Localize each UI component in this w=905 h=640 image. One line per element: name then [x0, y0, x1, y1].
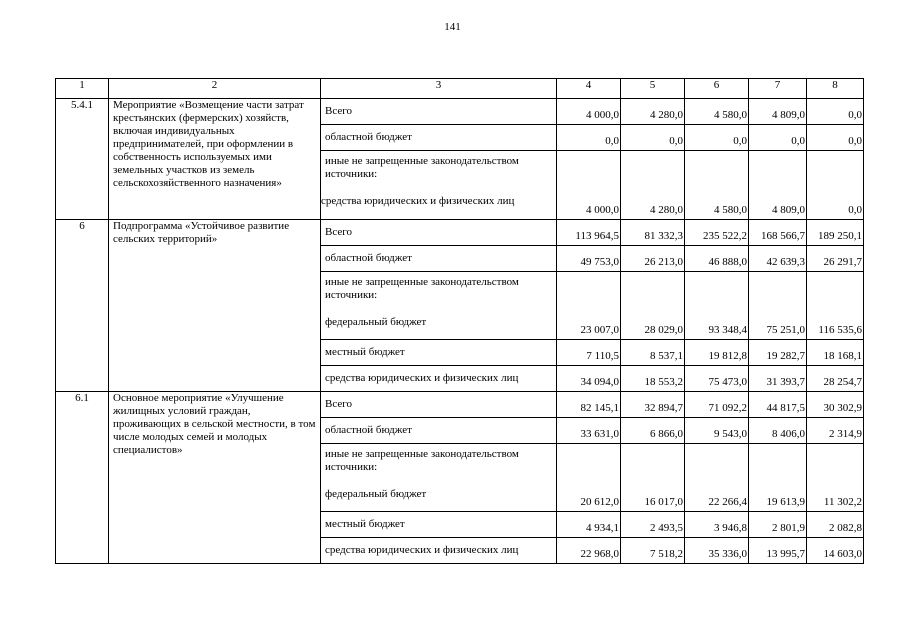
funding-source-heading: иные не запрещенные законодательством источники: — [325, 155, 519, 180]
value-cell: 75 473,0 — [685, 366, 749, 392]
value-cell: 7 518,2 — [621, 538, 685, 564]
budget-table — [55, 78, 864, 564]
value-cell: 33 631,0 — [557, 418, 621, 444]
value-cell: 9 543,0 — [685, 418, 749, 444]
section-name: Мероприятие «Возмещение части затрат крестьянских (фермерских) хозяйств, включая индивидуальных предпринимателей, при оформлении в собственность используемых ими земельных участков из земель сельскохозяйственного назначения» — [109, 99, 321, 220]
value-cell: 28 029,0 — [621, 272, 685, 340]
value-cell: 2 082,8 — [807, 512, 864, 538]
value-cell: 26 291,7 — [807, 246, 864, 272]
funding-source-group — [321, 444, 557, 512]
value-cell: 44 817,5 — [749, 392, 807, 418]
funding-source: местный бюджет — [321, 340, 557, 366]
section-name: Подпрограмма «Устойчивое развитие сельских территорий» — [109, 220, 321, 392]
header-cell: 5 — [621, 79, 685, 99]
value-cell: 31 393,7 — [749, 366, 807, 392]
funding-source: Всего — [321, 392, 557, 418]
value-cell: 7 110,5 — [557, 340, 621, 366]
funding-source: областной бюджет — [321, 418, 557, 444]
value-cell: 4 280,0 — [621, 151, 685, 220]
value-cell: 81 332,3 — [621, 220, 685, 246]
section-code: 5.4.1 — [56, 99, 109, 220]
funding-source: областной бюджет — [321, 246, 557, 272]
value-cell: 113 964,5 — [557, 220, 621, 246]
value-cell: 93 348,4 — [685, 272, 749, 340]
value-cell: 4 934,1 — [557, 512, 621, 538]
value-cell: 235 522,2 — [685, 220, 749, 246]
value-cell: 4 809,0 — [749, 99, 807, 125]
value-cell: 34 094,0 — [557, 366, 621, 392]
value-cell: 4 580,0 — [685, 99, 749, 125]
value-cell: 42 639,3 — [749, 246, 807, 272]
value-cell: 16 017,0 — [621, 444, 685, 512]
value-cell: 32 894,7 — [621, 392, 685, 418]
table-row — [56, 220, 864, 246]
value-cell: 14 603,0 — [807, 538, 864, 564]
value-cell: 28 254,7 — [807, 366, 864, 392]
value-cell: 18 553,2 — [621, 366, 685, 392]
funding-source-group — [321, 272, 557, 340]
value-cell: 0,0 — [685, 125, 749, 151]
header-cell: 2 — [109, 79, 321, 99]
value-cell: 4 809,0 — [749, 151, 807, 220]
value-cell: 75 251,0 — [749, 272, 807, 340]
value-cell: 4 280,0 — [621, 99, 685, 125]
value-cell: 4 580,0 — [685, 151, 749, 220]
value-cell: 0,0 — [807, 151, 864, 220]
value-cell: 189 250,1 — [807, 220, 864, 246]
value-cell: 13 995,7 — [749, 538, 807, 564]
value-cell: 0,0 — [807, 99, 864, 125]
value-cell: 22 266,4 — [685, 444, 749, 512]
value-cell: 22 968,0 — [557, 538, 621, 564]
value-cell: 35 336,0 — [685, 538, 749, 564]
value-cell: 30 302,9 — [807, 392, 864, 418]
value-cell: 0,0 — [621, 125, 685, 151]
page-number: 141 — [444, 21, 461, 33]
value-cell: 46 888,0 — [685, 246, 749, 272]
value-cell: 0,0 — [807, 125, 864, 151]
header-cell: 8 — [807, 79, 864, 99]
value-cell: 4 000,0 — [557, 99, 621, 125]
value-cell: 0,0 — [557, 125, 621, 151]
value-cell: 168 566,7 — [749, 220, 807, 246]
funding-source: средства юридических и физических лиц — [321, 538, 557, 564]
funding-source: местный бюджет — [321, 512, 557, 538]
value-cell: 116 535,6 — [807, 272, 864, 340]
value-cell: 71 092,2 — [685, 392, 749, 418]
value-cell: 19 282,7 — [749, 340, 807, 366]
funding-source-heading: иные не запрещенные законодательством источники: — [325, 448, 519, 473]
section-code: 6.1 — [56, 392, 109, 564]
value-cell: 11 302,2 — [807, 444, 864, 512]
funding-source: Всего — [321, 220, 557, 246]
value-cell: 0,0 — [749, 125, 807, 151]
value-cell: 8 406,0 — [749, 418, 807, 444]
header-cell: 6 — [685, 79, 749, 99]
funding-source: средства юридических и физических лиц — [321, 195, 515, 207]
section-name: Основное мероприятие «Улучшение жилищных условий граждан, проживающих в сельской местности, в том числе молодых семей и молодых специалистов» — [109, 392, 321, 564]
value-cell: 20 612,0 — [557, 444, 621, 512]
funding-source: средства юридических и физических лиц — [321, 366, 557, 392]
value-cell: 2 493,5 — [621, 512, 685, 538]
value-cell: 2 314,9 — [807, 418, 864, 444]
value-cell: 23 007,0 — [557, 272, 621, 340]
table-row — [56, 392, 864, 418]
header-cell: 4 — [557, 79, 621, 99]
value-cell: 49 753,0 — [557, 246, 621, 272]
funding-source: областной бюджет — [321, 125, 557, 151]
value-cell: 19 613,9 — [749, 444, 807, 512]
header-cell: 7 — [749, 79, 807, 99]
value-cell: 18 168,1 — [807, 340, 864, 366]
value-cell: 26 213,0 — [621, 246, 685, 272]
funding-source-heading: иные не запрещенные законодательством источники: — [325, 276, 519, 301]
value-cell: 2 801,9 — [749, 512, 807, 538]
value-cell: 3 946,8 — [685, 512, 749, 538]
header-row — [56, 79, 864, 99]
header-cell: 1 — [56, 79, 109, 99]
funding-source-group — [321, 151, 557, 220]
value-cell: 6 866,0 — [621, 418, 685, 444]
section-code: 6 — [56, 220, 109, 392]
funding-source: федеральный бюджет — [325, 316, 427, 328]
value-cell: 8 537,1 — [621, 340, 685, 366]
funding-source: Всего — [321, 99, 557, 125]
value-cell: 82 145,1 — [557, 392, 621, 418]
value-cell: 4 000,0 — [557, 151, 621, 220]
header-cell: 3 — [321, 79, 557, 99]
funding-source: федеральный бюджет — [325, 488, 427, 500]
table-row — [56, 99, 864, 125]
value-cell: 19 812,8 — [685, 340, 749, 366]
